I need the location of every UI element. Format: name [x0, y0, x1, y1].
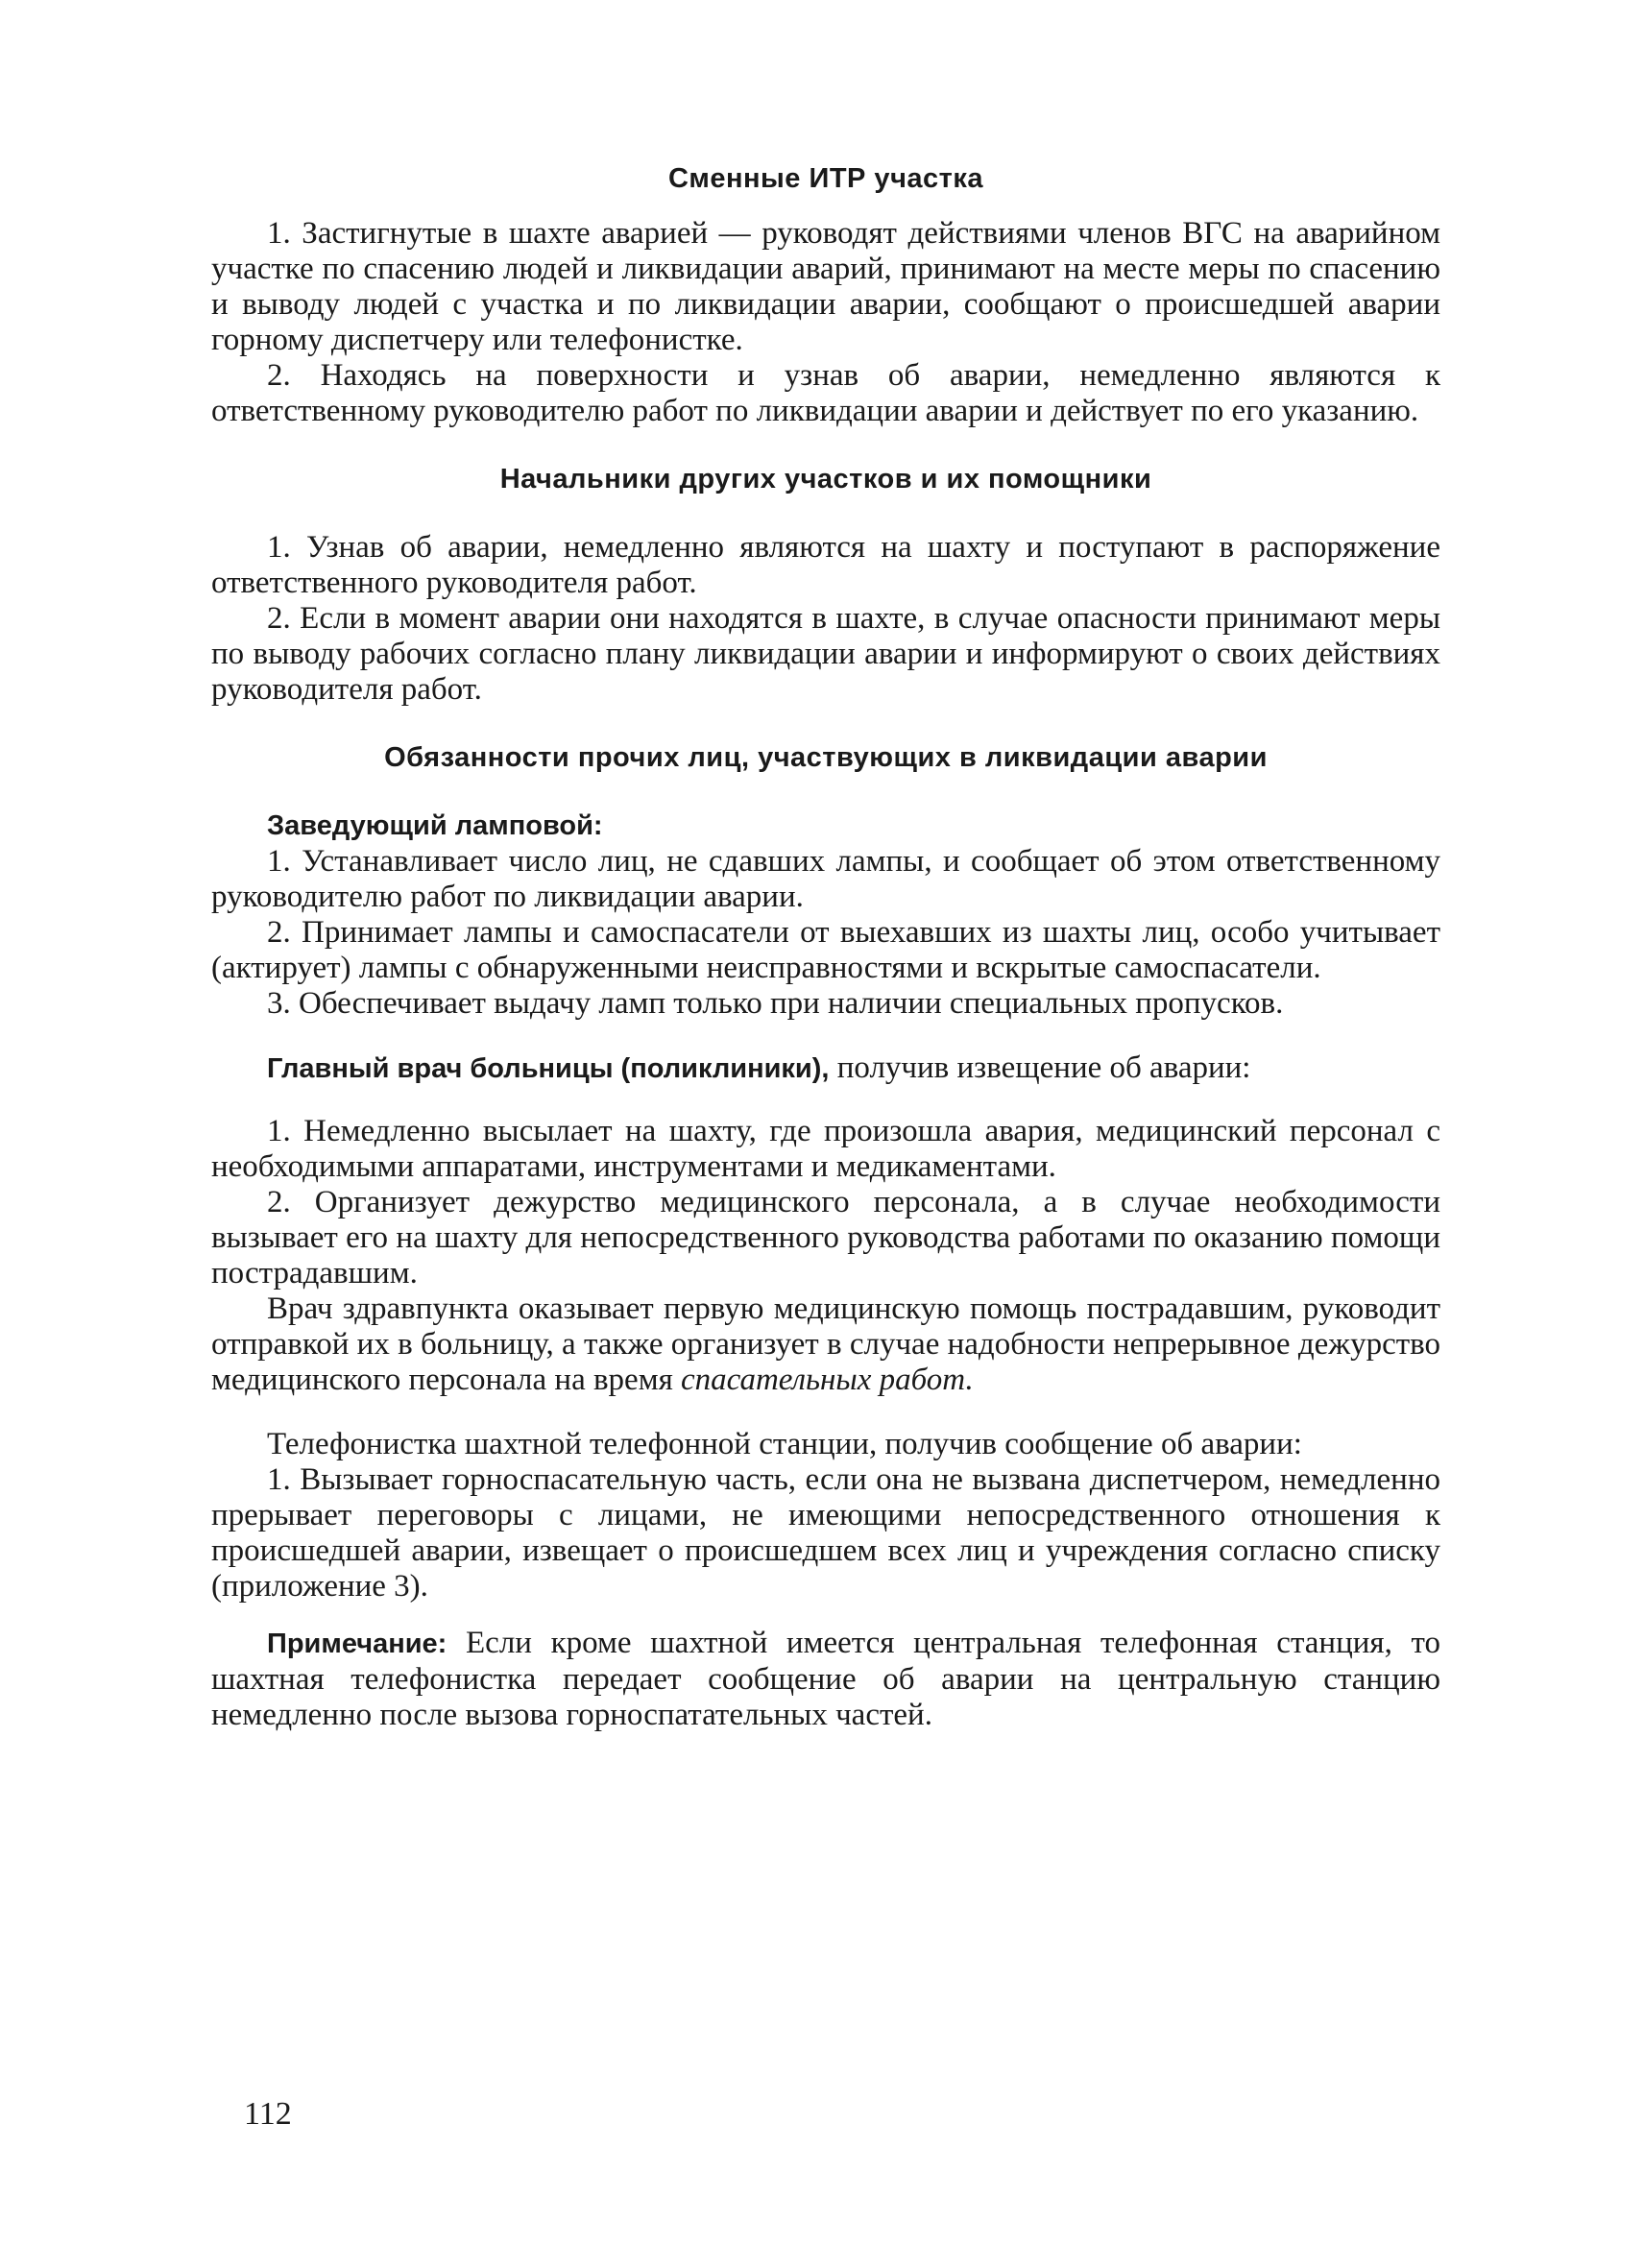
- paragraph: 1. Немедленно высылает на шахту, где произошла авария, медицинский персонал с необходимыми аппаратами, инструментами и медикаментами.: [211, 1114, 1440, 1184]
- doctor-lead-tail: получив извещение об аварии:: [829, 1050, 1251, 1085]
- subheading-chief-doctor: Главный врач больницы (поликлиники),: [267, 1053, 830, 1084]
- note-label: Примечание:: [267, 1629, 447, 1659]
- doctor-paragraph-lead: [211, 1050, 1440, 1087]
- paragraph: 2. Если в момент аварии они находятся в шахте, в случае опасности принимают меры по выводу рабочих согласно плану ликвидации аварии и информируют о своих действиях руководителя работ.: [211, 601, 1440, 707]
- paragraph: 1. Вызывает горноспасательную часть, если она не вызвана диспетчером, немедленно прерывает переговоры с лицами, не имеющими непосредственного отношения к происшедшей аварии, извещает о происшедшем всех лиц и учреждения согласно списку (приложение 3).: [211, 1462, 1440, 1604]
- paragraph: 3. Обеспечивает выдачу ламп только при наличии специальных пропусков.: [267, 986, 1284, 1021]
- page-number: 112: [244, 2096, 292, 2132]
- paragraph: 2. Организует дежурство медицинского персонала, а в случае необходимости вызывает его на шахту для непосредственного руководства работами по оказанию помощи пострадавшим.: [211, 1185, 1440, 1291]
- paragraph: 1. Узнав об аварии, немедленно являются на шахту и поступают в распоряжение ответственного руководителя работ.: [211, 530, 1440, 600]
- medic-text-italic: спасательных работ.: [681, 1363, 974, 1397]
- subheading-lamp-room-head: Заведующий ламповой:: [267, 810, 603, 841]
- document-page: [211, 161, 1440, 1733]
- medic-paragraph: [211, 1291, 1440, 1398]
- paragraph: 1. Устанавливает число лиц, не сдавших лампы, и сообщает об этом ответственному руководителю работ по ликвидации аварии.: [211, 844, 1440, 914]
- section-title-other-section-chiefs: Начальники других участков и их помощники: [499, 464, 1152, 495]
- section-title-shift-engineers: Сменные ИТР участка: [667, 163, 984, 194]
- paragraph: 1. Застигнутые в шахте аварией — руководят действиями членов ВГС на аварийном участке по спасению людей и ликвидации аварий, принимают на месте меры по спасению и выводу людей с участка и по ликвидации аварии, сообщают о происшедшей аварии горному диспетчеру или телефонистке.: [211, 216, 1440, 357]
- medic-text: Врач здравпункта оказывает первую медицинскую помощь пострадавшим, руководит отправкой их в больницу, а также организует в случае надобности непрерывное дежурство медицинского персонала на время: [211, 1291, 1440, 1397]
- note-paragraph: [211, 1626, 1440, 1733]
- section-title-other-persons-duties: Обязанности прочих лиц, участвующих в ликвидации аварии: [384, 742, 1268, 773]
- paragraph: 2. Принимает лампы и самоспасатели от выехавших из шахты лиц, особо учитывает (актирует) лампы с обнаруженными неисправностями и вскрытые самоспасатели.: [211, 915, 1440, 985]
- phone-operator-lead: Телефонистка шахтной телефонной станции, получив сообщение об аварии:: [267, 1427, 1302, 1461]
- paragraph: 2. Находясь на поверхности и узнав об аварии, немедленно являются к ответственному руководителю работ по ликвидации аварии и действует по его указанию.: [211, 358, 1440, 428]
- note-text: Если кроме шахтной имеется центральная телефонная станция, то шахтная телефонистка передает сообщение об аварии на центральную станцию немедленно после вызова горноспатательных частей.: [211, 1626, 1440, 1732]
